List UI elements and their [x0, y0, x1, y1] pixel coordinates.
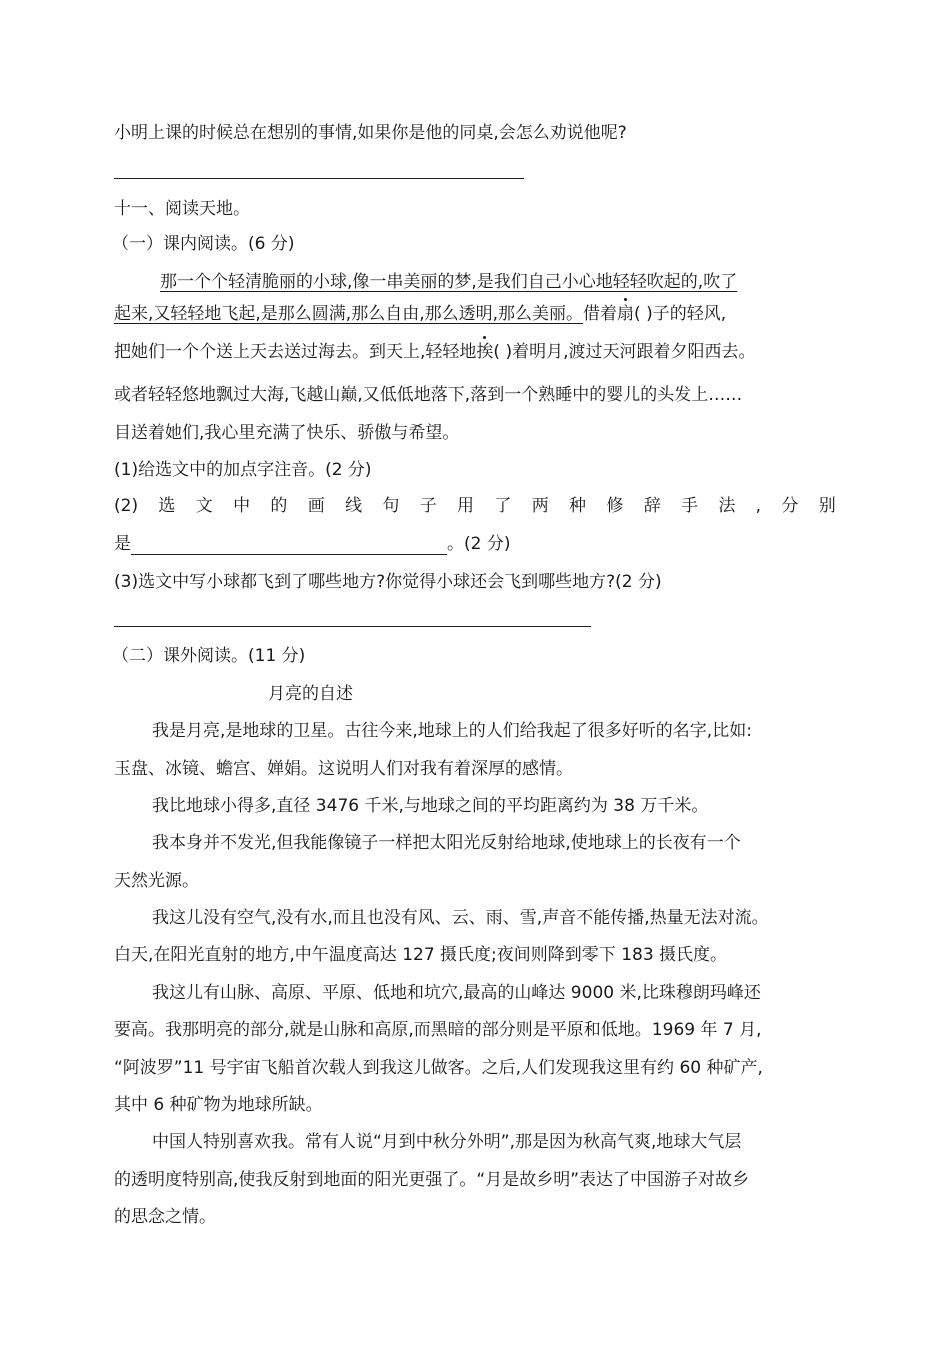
- passage1-line-2: [114, 303, 726, 325]
- q2-char: 了: [494, 496, 512, 516]
- question-3: (3)选文中写小球都飞到了哪些地方?你觉得小球还会飞到哪些地方?(2 分): [114, 572, 662, 592]
- dotted-char-ai: 挨: [476, 342, 494, 362]
- passage1-line-3: [114, 341, 755, 363]
- passage2-line: 我这儿有山脉、高原、平原、低地和坑穴,最高的山峰达 9000 米,比珠穆朗玛峰还: [152, 983, 761, 1003]
- passage1-line-5: 目送着她们,我心里充满了快乐、骄傲与希望。: [114, 423, 460, 443]
- part2-title: （二）课外阅读。(11 分): [112, 646, 306, 666]
- passage2-line: 中国人特别喜欢我。常有人说“月到中秋分外明”,那是因为秋高气爽,地球大气层: [152, 1132, 742, 1152]
- dotted-char-shan: 扇: [617, 304, 635, 324]
- passage2-line: 的思念之情。: [114, 1207, 216, 1227]
- underlined-sentence-part1: 那一个个轻清脆丽的小球,像一串美丽的梦,是我们自己小心地轻轻吹起的,吹了: [160, 272, 738, 292]
- part1-title: （一）课内阅读。(6 分): [112, 234, 295, 254]
- question-1: (1)给选文中的加点字注音。(2 分): [114, 460, 372, 480]
- q2-char: 句: [382, 496, 400, 516]
- intro-question: 小明上课的时候总在想别的事情,如果你是他的同桌,会怎么劝说他呢?: [114, 123, 627, 143]
- q2-char: 修: [606, 496, 624, 516]
- passage2-line: 我比地球小得多,直径 3476 千米,与地球之间的平均距离约为 38 万千米。: [152, 796, 709, 816]
- q2-char: ,: [755, 496, 762, 516]
- q2-char: 手: [681, 496, 699, 516]
- passage1-text: ( )着明月,渡过天河跟着夕阳西去。: [493, 342, 756, 362]
- passage1-line-1: [160, 271, 737, 293]
- q2-char: 中: [233, 496, 251, 516]
- answer-line-q3[interactable]: [114, 626, 591, 627]
- passage1-text: ( )子的轻风,: [634, 304, 727, 324]
- q2-char: 辞: [643, 496, 661, 516]
- passage2-line: “阿波罗”11 号宇宙飞船首次载人到我这儿做客。之后,人们发现我这里有约 60 种矿产,: [114, 1058, 763, 1078]
- passage2-line: 我这儿没有空气,没有水,而且也没有风、云、雨、雪,声音不能传播,热量无法对流。: [152, 908, 769, 928]
- q2-text: 是: [114, 534, 131, 554]
- q2-score: 。(2 分): [447, 534, 511, 554]
- passage1-text: 把她们一个个送上天去送过海去。到天上,轻轻地: [114, 342, 477, 362]
- q2-char: 两: [531, 496, 549, 516]
- section-heading: 十一、阅读天地。: [114, 199, 250, 219]
- q2-char: (2): [114, 496, 139, 516]
- q2-char: 种: [569, 496, 587, 516]
- underlined-sentence-part2: 起来,又轻轻地飞起,是那么圆满,那么自由,那么透明,那么美丽。: [114, 304, 584, 324]
- passage2-line: 其中 6 种矿物为地球所缺。: [114, 1095, 323, 1115]
- question-2-line-1: [114, 495, 836, 517]
- answer-line-intro[interactable]: [114, 178, 524, 179]
- passage2-line: 我本身并不发光,但我能像镜子一样把太阳光反射给地球,使地球上的长夜有一个: [152, 833, 741, 853]
- passage2-line: 玉盘、冰镜、蟾宫、婵娟。这说明人们对我有着深厚的感情。: [114, 759, 573, 779]
- q2-char: 用: [457, 496, 475, 516]
- q2-char: 线: [345, 496, 363, 516]
- passage1-line-4: 或者轻轻悠地飘过大海,飞越山巅,又低低地落下,落到一个熟睡中的婴儿的头发上……: [114, 385, 743, 405]
- passage2-line: 的透明度特别高,使我反射到地面的阳光更强了。“月是故乡明”表达了中国游子对故乡: [114, 1170, 750, 1190]
- q2-char: 选: [158, 496, 176, 516]
- q2-char: 的: [270, 496, 288, 516]
- passage1-text: 借着: [583, 304, 618, 324]
- passage2-line: 要高。我那明亮的部分,就是山脉和高原,而黑暗的部分则是平原和低地。1969 年 7 月,: [114, 1020, 762, 1040]
- q2-char: 别: [818, 496, 836, 516]
- q2-char: 文: [195, 496, 213, 516]
- answer-blank-q2[interactable]: [131, 536, 447, 555]
- q2-char: 分: [781, 496, 799, 516]
- q2-char: 法: [718, 496, 736, 516]
- passage2-line: 天然光源。: [114, 871, 199, 891]
- passage-title: 月亮的自述: [268, 684, 353, 704]
- passage2-line: 我是月亮,是地球的卫星。古往今来,地球上的人们给我起了很多好听的名字,比如:: [152, 721, 752, 741]
- passage2-line: 白天,在阳光直射的地方,中午温度高达 127 摄氏度;夜间则降到零下 183 摄氏度。: [114, 945, 728, 965]
- question-2-line-2: [114, 533, 510, 555]
- q2-char: 子: [419, 496, 437, 516]
- q2-char: 画: [307, 496, 325, 516]
